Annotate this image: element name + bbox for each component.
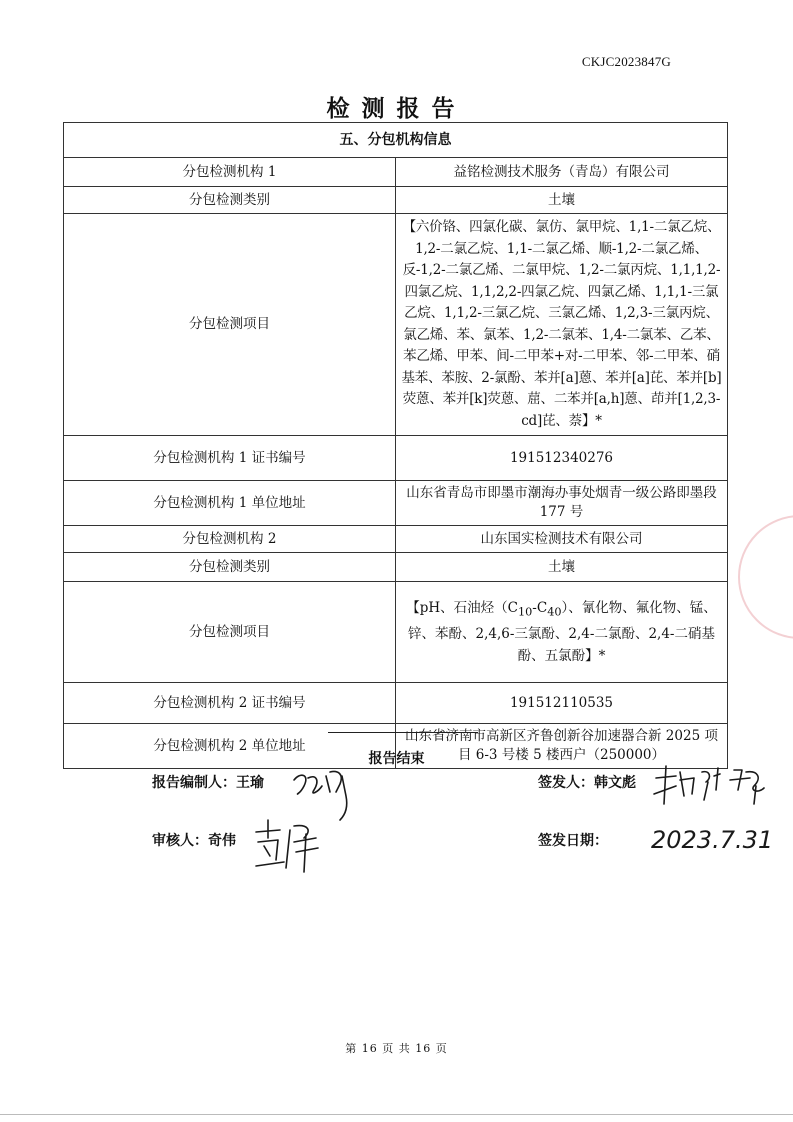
document-title: 检测报告 xyxy=(326,96,467,122)
row-label: 分包检测机构 2 xyxy=(64,526,396,553)
subcontract-info-table xyxy=(63,122,728,769)
handwritten-issue-date xyxy=(645,812,775,862)
row-label: 分包检测机构 2 证书编号 xyxy=(64,683,396,724)
subscript-10: 10 xyxy=(517,605,533,619)
end-divider xyxy=(328,732,478,733)
table-row xyxy=(64,553,728,582)
row-value: 土壤 xyxy=(396,553,728,582)
table-row xyxy=(64,187,728,214)
row-label: 分包检测类别 xyxy=(64,187,396,214)
table-row xyxy=(64,436,728,481)
reviewer-signature xyxy=(250,816,330,880)
report-number: CKJC2023847G xyxy=(581,54,671,69)
bottom-rule xyxy=(0,1114,793,1115)
row-label: 分包检测机构 1 xyxy=(64,158,396,187)
row-value: 191512340276 xyxy=(396,436,728,481)
table-row xyxy=(64,481,728,526)
issuer-signature xyxy=(650,760,775,820)
page-number: 第 16 页 共 16 页 xyxy=(345,1042,448,1055)
subscript-40: 40 xyxy=(547,605,562,619)
compiler-signature xyxy=(286,762,366,822)
table-row xyxy=(64,683,728,724)
official-seal-stamp xyxy=(738,515,793,639)
value-suffix: ）、氰化物、氟化物、锰、锌、苯酚、2,4,6-三氯酚、2,4-二氯酚、2,4-二硝基酚、五氯酚】* xyxy=(408,599,717,665)
section-title: 五、分包机构信息 xyxy=(64,123,728,158)
row-label: 分包检测项目 xyxy=(64,214,396,436)
table-row xyxy=(64,158,728,187)
row-value: 191512110535 xyxy=(396,683,728,724)
issuer-label: 签发人：韩文彪 xyxy=(538,775,636,791)
row-value: 土壤 xyxy=(396,187,728,214)
compiler-label: 报告编制人：王瑜 xyxy=(152,775,264,791)
reviewer-label: 审核人：奇伟 xyxy=(152,833,236,849)
table-row xyxy=(64,214,728,436)
report-end-text: 报告结束 xyxy=(368,751,425,767)
row-label: 分包检测机构 2 单位地址 xyxy=(64,724,396,769)
row-label: 分包检测机构 1 证书编号 xyxy=(64,436,396,481)
row-label: 分包检测类别 xyxy=(64,553,396,582)
row-value: 山东国实检测技术有限公司 xyxy=(396,526,728,553)
row-value: 山东省济南市高新区齐鲁创新谷加速器合新 2025 项目 6-3 号楼 5 楼西户（250000） xyxy=(396,724,728,769)
row-label: 分包检测项目 xyxy=(64,582,396,683)
issue-date-text: 2023.7.31 xyxy=(651,826,774,854)
row-label: 分包检测机构 1 单位地址 xyxy=(64,481,396,526)
value-prefix: 【pH、石油烃（C xyxy=(406,599,518,616)
row-value: 【六价铬、四氯化碳、氯仿、氯甲烷、1,1-二氯乙烷、1,2-二氯乙烷、1,1-二氯乙烯、顺-1,2-二氯乙烯、反-1,2-二氯乙烯、二氯甲烷、1,2-二氯丙烷、1,1,1,2-四氯乙烷、1,1,2,2-四氯乙烷、四氯乙烯、1,1,1-三氯乙烷、1,1,2-三氯乙烷、三氯乙烯、1,2,3-三氯丙烷、氯乙烯、苯、氯苯、1,2-二氯苯、1,4-二氯苯、乙苯、苯乙烯、甲苯、间-二甲苯+对-二甲苯、邻-二甲苯、硝基苯、苯胺、2-氯酚、苯并[a]蒽、苯并[a]芘、苯并[b]荧蒽、苯并[k]荧蒽、䓛、二苯并[a,h]蒽、茚并[1,2,3-cd]芘、萘】* xyxy=(396,214,728,436)
table-section-row xyxy=(64,123,728,158)
row-value xyxy=(396,582,728,683)
row-value: 益铭检测技术服务（青岛）有限公司 xyxy=(396,158,728,187)
table-row xyxy=(64,526,728,553)
value-mid: -C xyxy=(532,599,548,616)
table-row xyxy=(64,582,728,683)
issue-date-label: 签发日期： xyxy=(538,833,608,849)
row-value: 山东省青岛市即墨市潮海办事处烟青一级公路即墨段 177 号 xyxy=(396,481,728,526)
